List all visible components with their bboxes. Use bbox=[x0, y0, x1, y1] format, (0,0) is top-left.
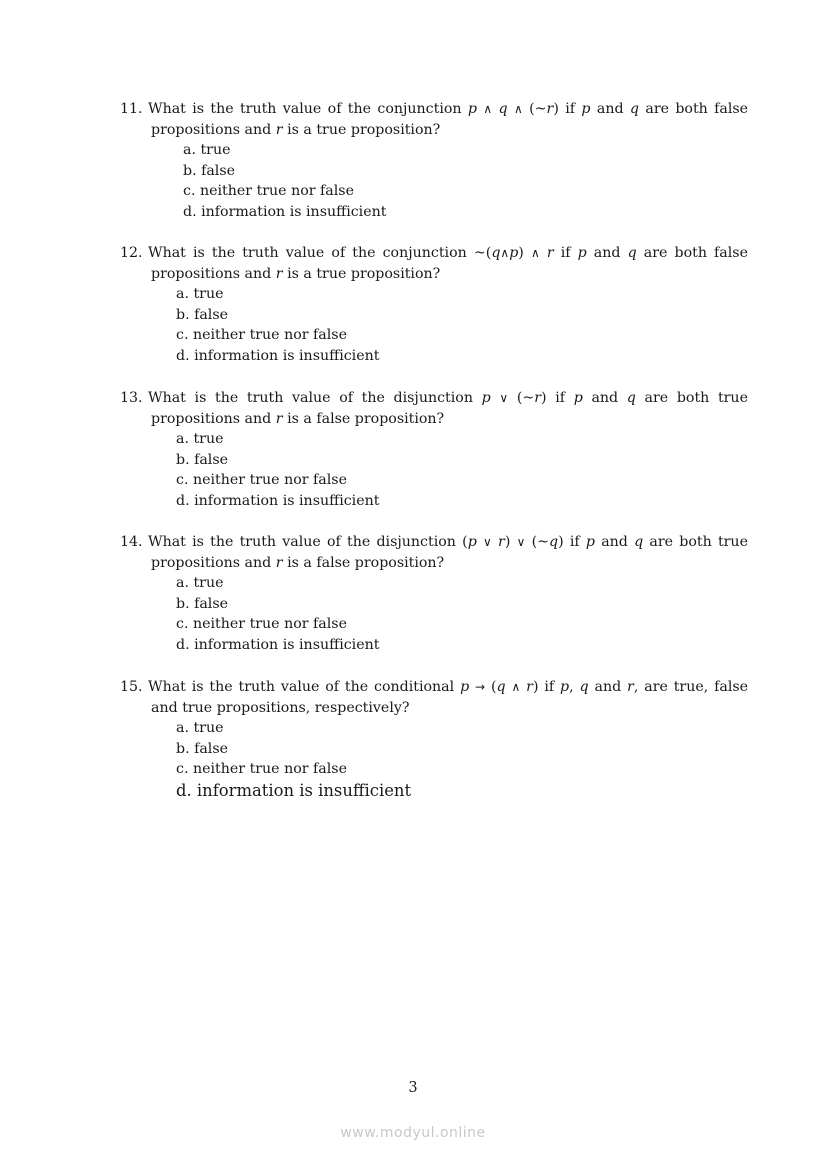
question-stem: 11. What is the truth value of the conjunction p ∧ q ∧ (~r) if p and q are both false bbox=[120, 99, 748, 120]
question-13 bbox=[120, 388, 748, 512]
option-a: a. true bbox=[176, 286, 224, 303]
question-12 bbox=[120, 243, 748, 367]
answer-options bbox=[120, 429, 748, 511]
question-stem: 12. What is the truth value of the conjunction ~(q∧p) ∧ r if p and q are both false bbox=[120, 243, 748, 264]
option-d: d. information is insufficient bbox=[176, 492, 380, 509]
option-c: c. neither true nor false bbox=[176, 327, 347, 344]
answer-options bbox=[120, 284, 748, 366]
answer-options bbox=[120, 140, 748, 222]
question-number: 11. bbox=[120, 101, 143, 117]
logic-expression: p ∨ (~r) bbox=[481, 390, 547, 406]
question-number: 12. bbox=[120, 245, 143, 261]
question-15 bbox=[120, 677, 748, 802]
option-c: c. neither true nor false bbox=[183, 183, 354, 200]
option-b: b. false bbox=[183, 162, 236, 179]
watermark: www.modyul.online bbox=[340, 1125, 486, 1141]
option-c: c. neither true nor false bbox=[176, 616, 347, 633]
option-d: d. information is insufficient bbox=[176, 347, 380, 364]
logic-expression: (p ∨ r) ∨ (~q) bbox=[462, 534, 564, 550]
option-a: a. true bbox=[176, 431, 224, 448]
question-stem-continuation: propositions and r is a true proposition? bbox=[151, 121, 441, 138]
option-a: a. true bbox=[183, 142, 231, 159]
logic-expression: p → (q ∧ r) bbox=[460, 679, 539, 695]
question-stem: 14. What is the truth value of the disjunction (p ∨ r) ∨ (~q) if p and q are both true bbox=[120, 532, 748, 553]
option-b: b. false bbox=[176, 451, 229, 468]
page-number: 3 bbox=[408, 1080, 418, 1096]
question-number: 13. bbox=[120, 390, 143, 406]
option-d: d. information is insufficient bbox=[183, 203, 387, 220]
question-number: 14. bbox=[120, 534, 143, 550]
question-stem-continuation: and true propositions, respectively? bbox=[151, 699, 410, 716]
question-14 bbox=[120, 532, 748, 656]
option-d: d. information is insufficient bbox=[176, 780, 412, 800]
option-d: d. information is insufficient bbox=[176, 636, 380, 653]
option-c: c. neither true nor false bbox=[176, 761, 347, 778]
option-c: c. neither true nor false bbox=[176, 472, 347, 489]
question-number: 15. bbox=[120, 679, 143, 695]
question-stem: 13. What is the truth value of the disjunction p ∨ (~r) if p and q are both true bbox=[120, 388, 748, 409]
logic-expression: ~(q∧p) ∧ r bbox=[473, 245, 554, 261]
question-11 bbox=[120, 99, 748, 223]
option-b: b. false bbox=[176, 740, 229, 757]
question-stem-continuation: propositions and r is a false proposition? bbox=[151, 410, 445, 427]
option-b: b. false bbox=[176, 306, 229, 323]
answer-options bbox=[120, 573, 748, 655]
question-stem: 15. What is the truth value of the conditional p → (q ∧ r) if p, q and r, are true, false bbox=[120, 677, 748, 698]
answer-options bbox=[120, 718, 748, 802]
logic-expression: p ∧ q ∧ (~r) bbox=[467, 101, 559, 117]
question-stem-continuation: propositions and r is a true proposition? bbox=[151, 265, 441, 282]
option-b: b. false bbox=[176, 595, 229, 612]
question-stem-continuation: propositions and r is a false proposition? bbox=[151, 554, 445, 571]
option-a: a. true bbox=[176, 720, 224, 737]
option-a: a. true bbox=[176, 575, 224, 592]
